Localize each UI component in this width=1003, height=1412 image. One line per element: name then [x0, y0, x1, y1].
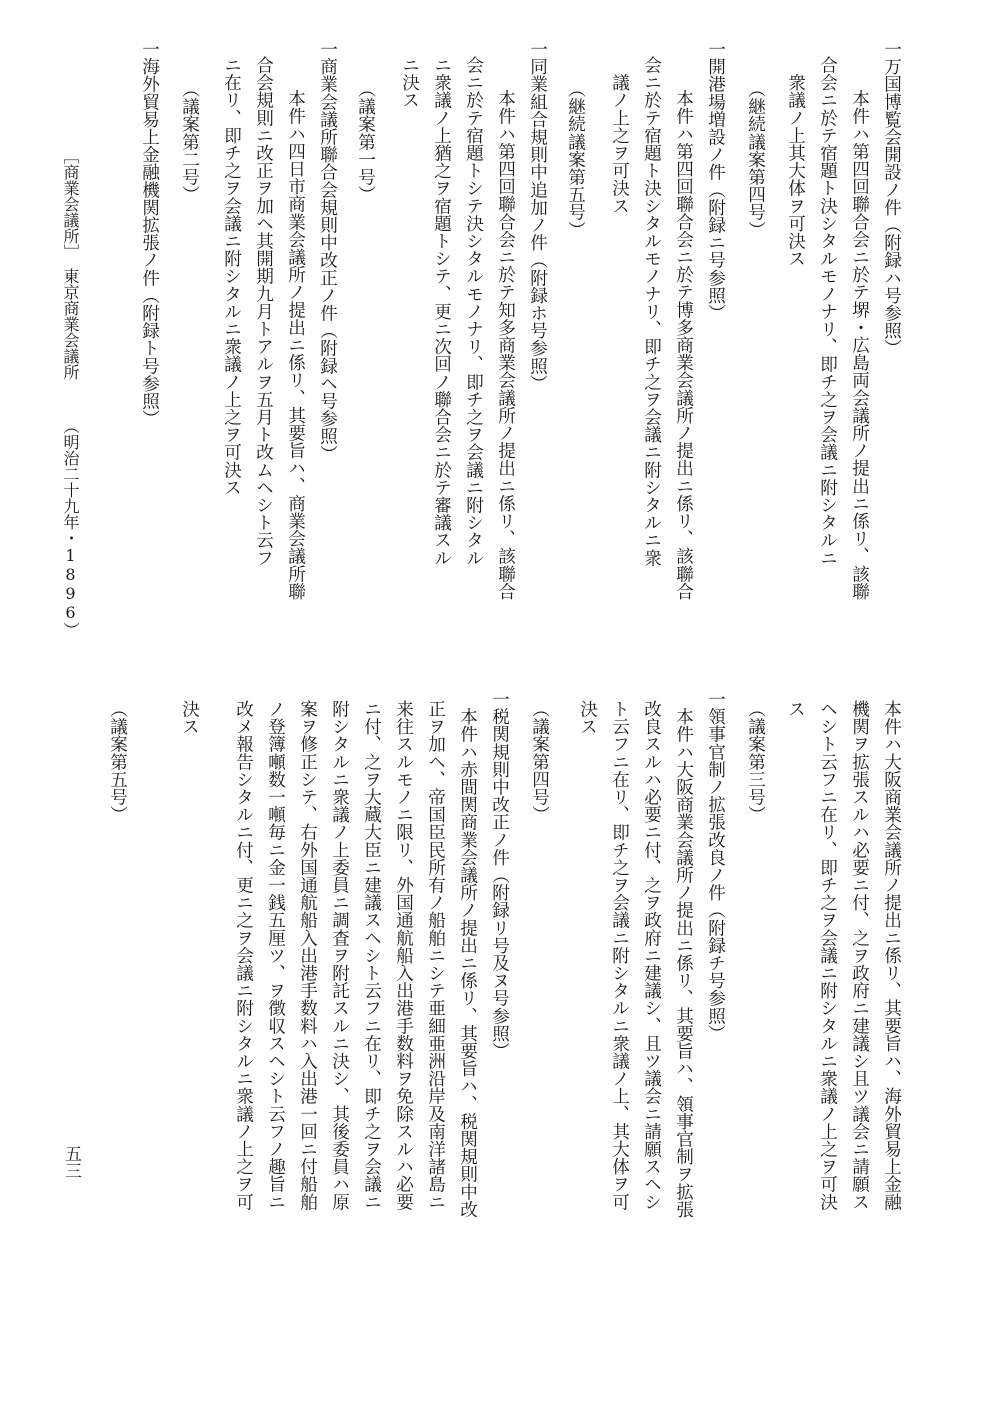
- running-head-year: （明治二十九年・1896）: [61, 418, 80, 638]
- page-number: 五三: [61, 1145, 81, 1179]
- upper-col-7: 本件ハ第四回聯合会ニ於テ博多商業会議所ノ提出ニ係リ、該聯合: [673, 72, 694, 600]
- upper-col-10: （継続議案第五号）: [565, 80, 586, 239]
- upper-col-18: 本件ハ四日市商業会議所ノ提出ニ係リ、其要旨ハ、商業会議所聯: [285, 72, 306, 600]
- lower-col-19: ノ登簿噸数一噸毎ニ金一銭五厘ツ、ヲ徴収スヘシト云フノ趣旨ニ: [265, 700, 286, 1211]
- upper-col-13: 会ニ於テ宿題トシテ決シタルモノナリ、即チ之ヲ会議ニ附シタル: [463, 56, 484, 567]
- lower-col-10: 決ス: [577, 700, 598, 736]
- lower-col-12: 一税関規則中改正ノ件（附録リ号及ヌ号参照）: [489, 690, 510, 1060]
- upper-col-4: 衆議ノ上其大体ヲ可決ス: [785, 56, 806, 268]
- upper-col-1: 一万国博覧会開設ノ件（附録ハ号参照）: [881, 40, 902, 357]
- lower-col-13: 本件ハ赤間関商業会議所ノ提出ニ係リ、其要旨ハ、税関規則中改: [457, 690, 478, 1218]
- upper-col-15: ニ決ス: [399, 56, 420, 109]
- lower-col-4: ス: [785, 700, 806, 718]
- upper-col-5: （継続議案第四号）: [745, 80, 766, 239]
- running-head-organization: 東京商業会議所: [61, 268, 80, 380]
- upper-col-11: 一同業組合規則中追加ノ件（附録ホ号参照）: [527, 40, 548, 392]
- lower-col-9: ト云フニ在リ、即チ之ヲ会議ニ附シタルニ衆議ノ上、其大体ヲ可: [609, 700, 630, 1211]
- lower-col-22: （議案第五号）: [107, 700, 128, 824]
- lower-col-21: 決ス: [179, 700, 200, 736]
- lower-col-1: 本件ハ大阪商業会議所ノ提出ニ係リ、其要旨ハ、海外貿易上金融: [881, 700, 902, 1211]
- lower-col-15: 来往スルモノニ限リ、外国通航船入出港手数料ヲ免除スルハ必要: [393, 700, 414, 1211]
- upper-col-16: （議案第一号）: [355, 80, 376, 204]
- upper-col-22: 一海外貿易上金融機関拡張ノ件（附録ト号参照）: [139, 40, 160, 428]
- upper-col-2: 本件ハ第四回聯合会ニ於テ堺・広島両会議所ノ提出ニ係リ、該聯: [849, 72, 870, 600]
- lower-col-11: （議案第四号）: [529, 700, 550, 824]
- running-head-category: ［商業会議所］: [61, 148, 80, 260]
- lower-col-20: 改メ報告シタルニ付、更ニ之ヲ会議ニ附シタルニ衆議ノ上之ヲ可: [233, 700, 254, 1211]
- lower-col-3: ヘシト云フニ在リ、即チ之ヲ会議ニ附シタルニ衆議ノ上之ヲ可決: [817, 700, 838, 1211]
- upper-col-8: 会ニ於テ宿題ト決シタルモノナリ、即チ之ヲ会議ニ附シタルニ衆: [641, 56, 662, 567]
- upper-col-19: 合会規則ニ改正ヲ加ヘ其開期九月トアルヲ五月ト改ムヘシト云フ: [253, 56, 274, 567]
- upper-col-12: 本件ハ第四回聯合会ニ於テ知多商業会議所ノ提出ニ係リ、該聯合: [495, 72, 516, 600]
- lower-col-17: 附シタルニ衆議ノ上委員ニ調査ヲ附託スルニ決シ、其後委員ハ原: [329, 700, 350, 1211]
- upper-col-6: 一開港場増設ノ件（附録ニ号参照）: [705, 40, 726, 322]
- lower-col-2: 機関ヲ拡張スルハ必要ニ付、之ヲ政府ニ建議シ且ツ議会ニ請願ス: [849, 700, 870, 1211]
- upper-col-21: （議案第二号）: [179, 80, 200, 204]
- lower-col-16: ニ付、之ヲ大蔵大臣ニ建議スヘシト云フニ在リ、即チ之ヲ会議ニ: [361, 700, 382, 1211]
- lower-col-18: 案ヲ修正シテ、右外国通航船入出港手数料ハ入出港一回ニ付船舶: [297, 700, 318, 1211]
- upper-col-17: 一商業会議所聯合会規則中改正ノ件（附録ヘ号参照）: [317, 40, 338, 463]
- upper-col-3: 合会ニ於テ宿題ト決シタルモノナリ、即チ之ヲ会議ニ附シタルニ: [817, 56, 838, 567]
- lower-col-14: 正ヲ加ヘ、帝国臣民所有ノ船舶ニシテ亜細亜洲沿岸及南洋諸島ニ: [425, 700, 446, 1211]
- lower-col-8: 改良スルハ必要ニ付、之ヲ政府ニ建議シ、且ツ議会ニ請願スヘシ: [641, 700, 662, 1211]
- upper-col-14: ニ衆議ノ上猶之ヲ宿題トシテ、更ニ次回ノ聯合会ニ於テ審議スル: [431, 56, 452, 567]
- upper-col-9: 議ノ上之ヲ可決ス: [609, 56, 630, 215]
- lower-col-7: 本件ハ大阪商業会議所ノ提出ニ係リ、其要旨ハ、領事官制ヲ拡張: [673, 690, 694, 1218]
- upper-col-20: ニ在リ、即チ之ヲ会議ニ附シタルニ衆議ノ上之ヲ可決ス: [221, 56, 242, 496]
- lower-col-6: 一領事官制ノ拡張改良ノ件（附録チ号参照）: [705, 690, 726, 1042]
- lower-col-5: （議案第三号）: [745, 700, 766, 824]
